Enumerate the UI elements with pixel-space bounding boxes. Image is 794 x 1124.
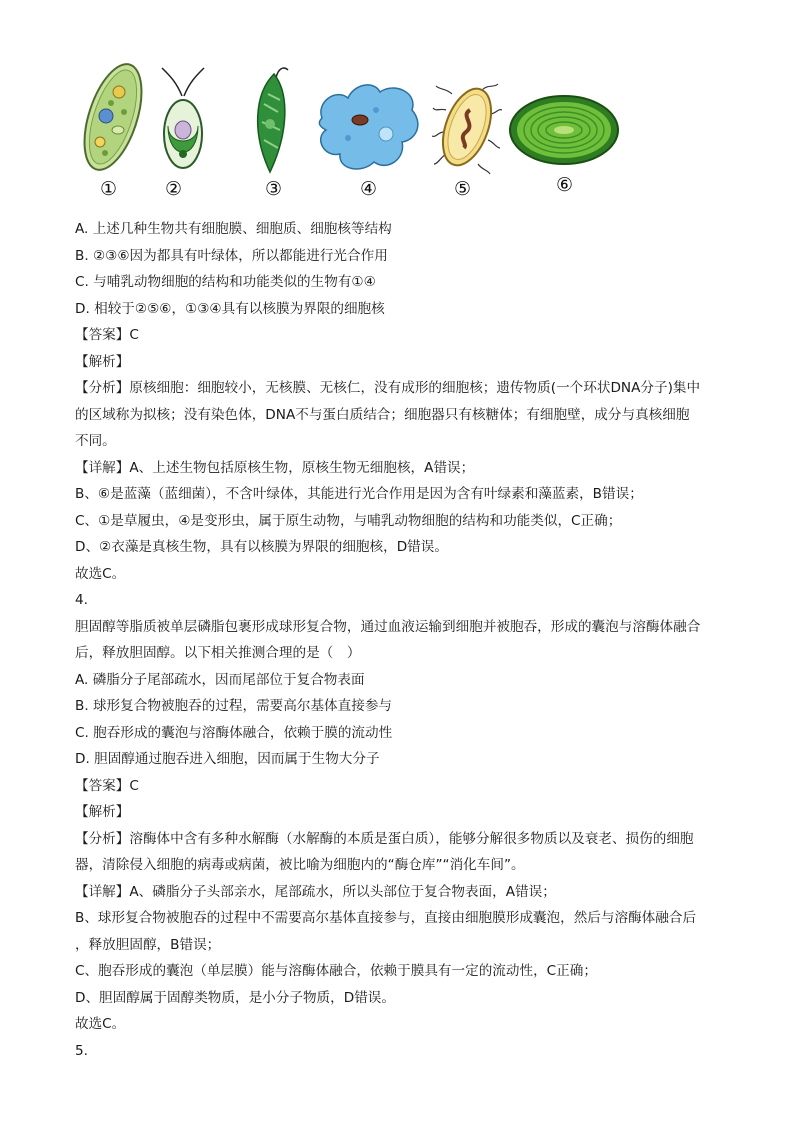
q4-detail-line-4: C、胞吞形成的囊泡（单层膜）能与溶酶体融合，依赖于膜具有一定的流动性，C正确； (75, 963, 597, 979)
q3-analysis-line-1: 【分析】原核细胞：细胞较小，无核膜、无核仁，没有成形的细胞核；遗传物质(一个环状DNA分子)集中 (75, 380, 701, 396)
q4-stem-line-2: 后，释放胆固醇。以下相关推测合理的是（ ） (75, 645, 361, 661)
q3-jiexi-heading: 【解析】 (75, 353, 130, 370)
q4-detail-line-1: 【详解】A、磷脂分子头部亲水，尾部疏水，所以头部位于复合物表面，A错误； (75, 883, 556, 900)
q3-option-d: D. 相较于②⑤⑥，①③④具有以核膜为界限的细胞核 (75, 300, 385, 317)
bacterium-illustration (432, 80, 502, 176)
question-text (75, 216, 745, 1064)
q3-answer: 【答案】C (75, 327, 139, 343)
q4-answer: 【答案】C (75, 777, 139, 794)
q3-detail-line-1: 【详解】A、上述生物包括原核生物，原核生物无细胞核，A错误； (75, 459, 475, 476)
amoeba-illustration (314, 78, 424, 176)
q5-number: 5. (75, 1042, 88, 1059)
chlamydomonas-illustration (158, 66, 208, 176)
q4-analysis-line-1: 【分析】溶酶体中含有多种水解酶（水解酶的本质是蛋白质），能够分解很多物质以及衰老、损伤的细胞 (75, 830, 694, 847)
q3-analysis-line-3: 不同。 (75, 433, 116, 449)
cyanobacteria-illustration (508, 94, 620, 166)
q4-option-d: D. 胆固醇通过胞吞进入细胞，因而属于生物大分子 (75, 751, 380, 767)
q3-detail-line-4: D、②衣藻是真核生物，具有以核膜为界限的细胞核，D错误。 (75, 539, 448, 555)
q3-detail-line-2: B、⑥是蓝藻（蓝细菌），不含叶绿体，其能进行光合作用是因为含有叶绿素和藻蓝素，B错误； (75, 486, 643, 502)
q4-detail-line-3: ，释放胆固醇，B错误； (75, 936, 221, 953)
q4-conclusion: 故选C。 (75, 1016, 126, 1032)
q4-option-a: A. 磷脂分子尾部疏水，因而尾部位于复合物表面 (75, 671, 365, 688)
q3-option-b: B. ②③⑥因为都具有叶绿体，所以都能进行光合作用 (75, 247, 388, 264)
organism-label-3: ③ (265, 178, 283, 200)
q4-jiexi-heading: 【解析】 (75, 804, 130, 820)
organism-label-1: ① (100, 178, 118, 200)
q3-detail-line-3: C、①是草履虫，④是变形虫，属于原生动物，与哺乳动物细胞的结构和功能类似，C正确； (75, 512, 622, 529)
organism-label-4: ④ (360, 178, 378, 200)
q4-option-c: C. 胞吞形成的囊泡与溶酶体融合，依赖于膜的流动性 (75, 724, 393, 741)
organism-figure (70, 58, 630, 208)
q4-option-b: B. 球形复合物被胞吞的过程，需要高尔基体直接参与 (75, 698, 393, 714)
q4-number: 4. (75, 592, 88, 608)
q4-detail-line-2: B、球形复合物被胞吞的过程中不需要高尔基体直接参与，直接由细胞膜形成囊泡，然后与溶酶体融合后 (75, 910, 697, 926)
q3-option-a: A. 上述几种生物共有细胞膜、细胞质、细胞核等结构 (75, 221, 392, 237)
q3-option-c: C. 与哺乳动物细胞的结构和功能类似的生物有①④ (75, 274, 376, 290)
euglena-illustration (248, 64, 294, 176)
paramecium-illustration (78, 58, 148, 176)
q3-analysis-line-2: 的区域称为拟核；没有染色体，DNA不与蛋白质结合；细胞器只有核糖体；有细胞壁，成分与真核细胞 (75, 406, 690, 423)
q4-analysis-line-2: 器，清除侵入细胞的病毒或病菌，被比喻为细胞内的“酶仓库”“消化车间”。 (75, 857, 525, 873)
organism-label-6: ⑥ (556, 174, 574, 196)
organism-label-5: ⑤ (454, 178, 472, 200)
organism-label-2: ② (165, 178, 183, 200)
q4-stem-line-1: 胆固醇等脂质被单层磷脂包裹形成球形复合物，通过血液运输到细胞并被胞吞，形成的囊泡与溶酶体融合 (75, 618, 701, 635)
q3-conclusion: 故选C。 (75, 565, 126, 582)
q4-detail-line-5: D、胆固醇属于固醇类物质，是小分子物质，D错误。 (75, 989, 395, 1006)
